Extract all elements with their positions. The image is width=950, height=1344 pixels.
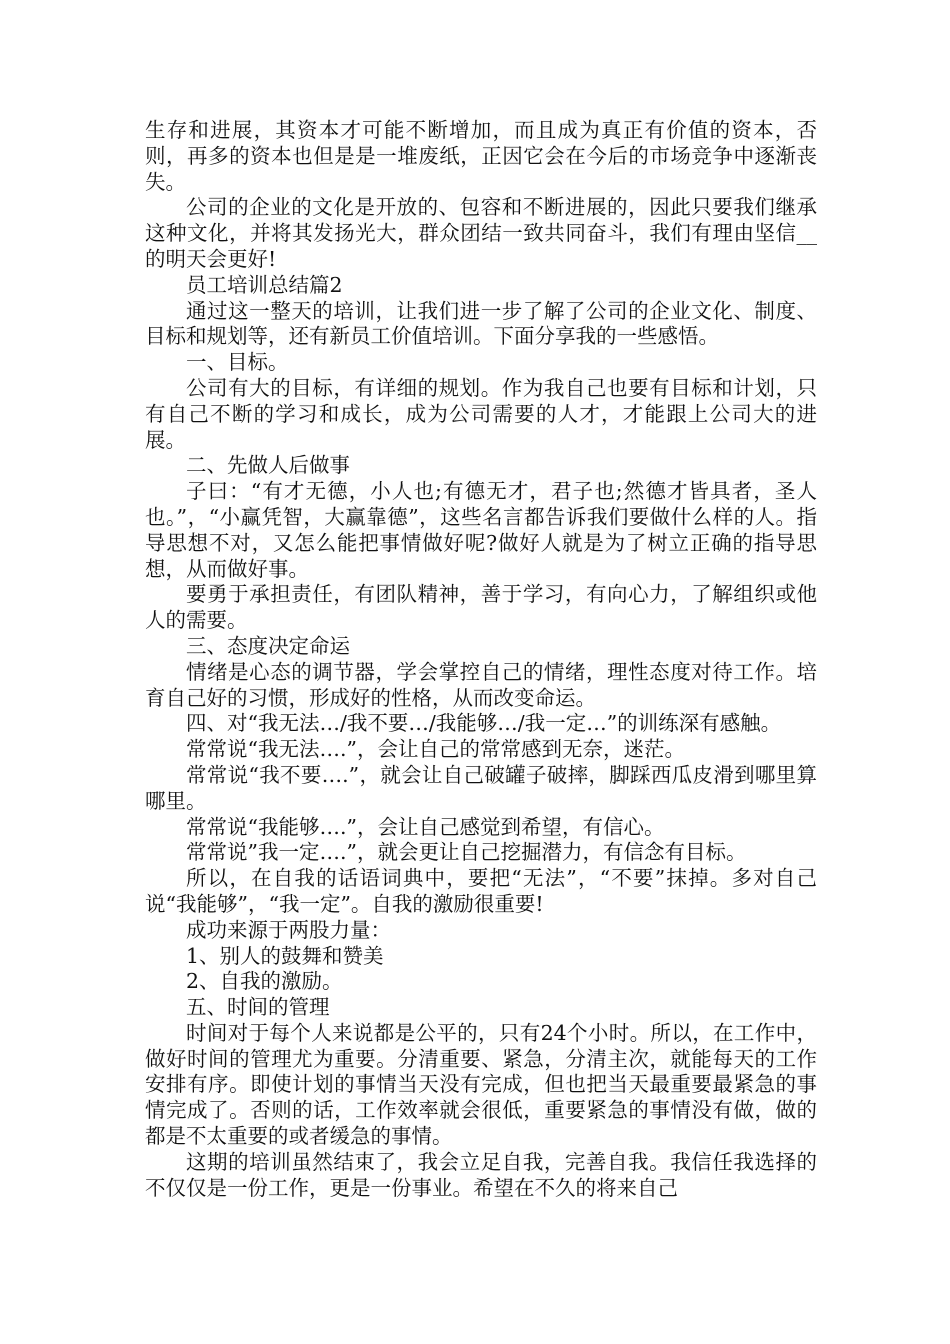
document-page	[145, 118, 817, 1201]
section-heading: 员工培训总结篇2	[186, 272, 343, 297]
subsection-heading: 一、目标。	[186, 350, 289, 375]
paragraph: 所以，在自我的话语词典中，要把“无法”，“不要”抹掉。多对自己说“我能够”，“我一定”。自我的激励很重要!	[145, 866, 817, 916]
paragraph: 这期的培训虽然结束了，我会立足自我，完善自我。我信任我选择的不仅仅是一份工作，更是一份事业。希望在不久的将来自己	[145, 1149, 817, 1200]
subsection-heading: 三、态度决定命运	[186, 633, 350, 658]
subsection-heading: 五、时间的管理	[186, 995, 330, 1020]
paragraph: 子曰：“有才无德，小人也;有德无才，君子也;然德才皆具者，圣人也。”，“小赢凭智，大赢靠德”，这些名言都告诉我们要做什么样的人。指导思想不对，又怎么能把事情做好呢?做好人就是为了树立正确的指导思想，从而做好事。	[145, 479, 817, 581]
subsection-heading: 二、先做人后做事	[186, 453, 350, 478]
list-item: 1、别人的鼓舞和赞美	[186, 943, 384, 968]
paragraph: 常常说“我不要….”，就会让自己破罐子破摔，脚踩西瓜皮滑到哪里算哪里。	[145, 762, 817, 813]
paragraph: 成功来源于两股力量：	[186, 917, 391, 942]
paragraph: 情绪是心态的调节器，学会掌控自己的情绪，理性态度对待工作。培育自己好的习惯，形成好的性格，从而改变命运。	[145, 659, 817, 710]
paragraph: 时间对于每个人来说都是公平的，只有24个小时。所以，在工作中，做好时间的管理尤为重要。分清重要、紧急，分清主次，就能每天的工作安排有序。即使计划的事情当天没有完成，但也把当天最重要最紧急的事情完成了。否则的话，工作效率就会很低，重要紧急的事情没有做，做的都是不太重要的或者缓急的事情。	[145, 1020, 817, 1149]
list-item: 2、自我的激励。	[186, 969, 343, 994]
paragraph: 公司的企业的文化是开放的、包容和不断进展的，因此只要我们继承这种文化，并将其发扬光大，群众团结一致共同奋斗，我们有理由坚信__的明天会更好!	[145, 195, 817, 271]
paragraph: 常常说”我一定….”，就会更让自己挖掘潜力，有信念有目标。	[186, 840, 747, 865]
paragraph: 通过这一整天的培训，让我们进一步了解了公司的企业文化、制度、目标和规划等，还有新员工价值培训。下面分享我的一些感悟。	[145, 298, 817, 349]
paragraph: 公司有大的目标，有详细的规划。作为我自己也要有目标和计划，只有自己不断的学习和成长，成为公司需要的人才，才能跟上公司大的进展。	[145, 375, 817, 452]
paragraph: 生存和进展，其资本才可能不断增加，而且成为真正有价值的资本，否则，再多的资本也但是是一堆废纸，正因它会在今后的市场竞争中逐渐丧失。	[145, 118, 817, 194]
paragraph: 常常说“我能够….”，会让自己感觉到希望，有信心。	[186, 814, 665, 839]
subsection-heading: 四、对“我无法…/我不要…/我能够…/我一定…”的训练深有感触。	[186, 711, 782, 736]
paragraph: 要勇于承担责任，有团队精神，善于学习，有向心力，了解组织或他人的需要。	[145, 582, 817, 633]
paragraph: 常常说“我无法….”，会让自己的常常感到无奈，迷茫。	[186, 737, 685, 762]
